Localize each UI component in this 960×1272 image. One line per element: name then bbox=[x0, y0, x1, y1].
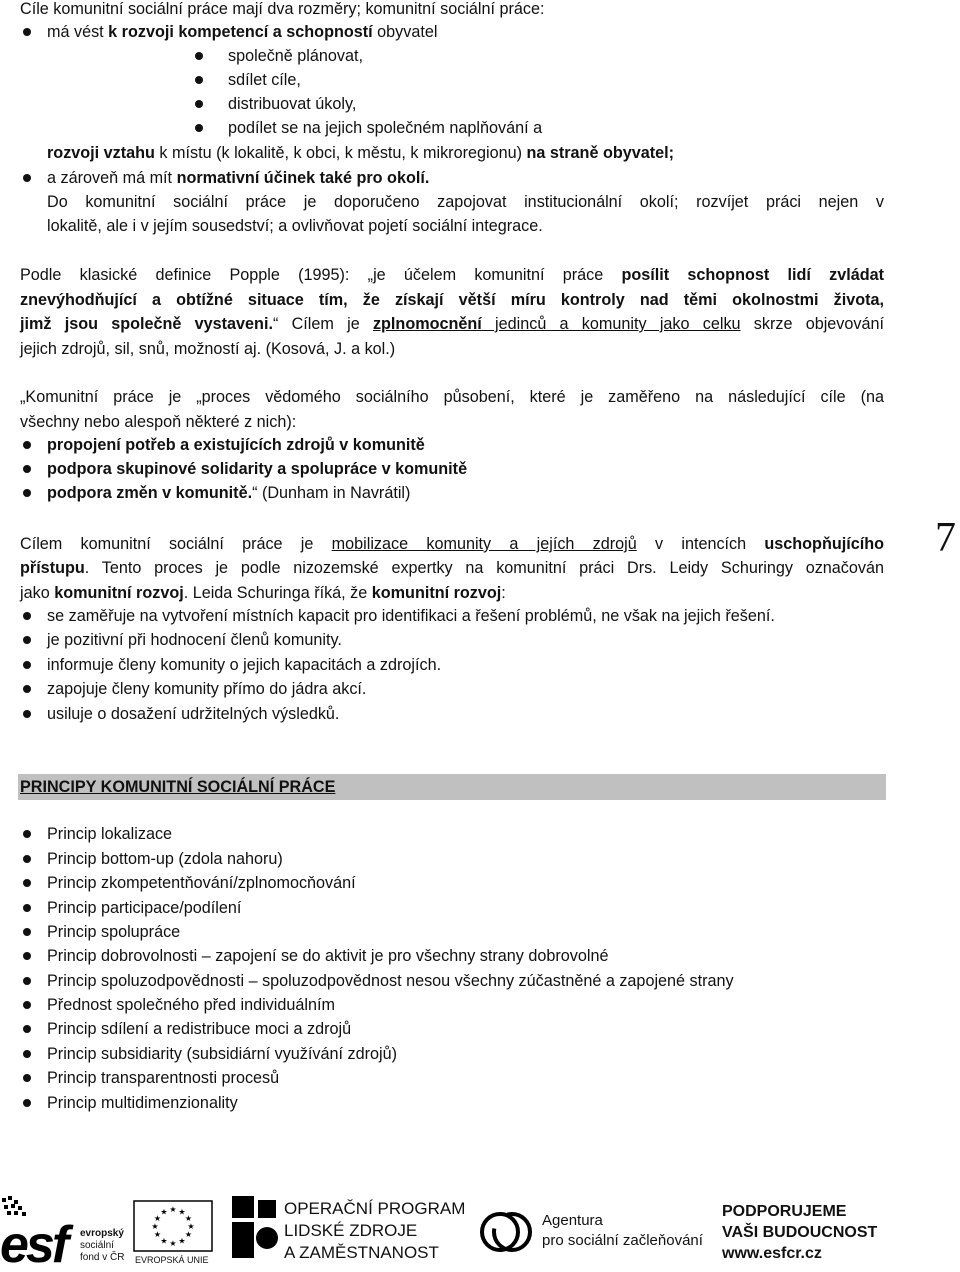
schuringa-item: je pozitivní při hodnocení členů komunity. bbox=[47, 631, 342, 649]
intro-item-2-bold-end: na straně obyvatel; bbox=[526, 144, 675, 162]
bullet bbox=[195, 52, 203, 60]
schuringa-item: usiluje o dosažení udržitelných výsledků. bbox=[47, 705, 340, 723]
intro-title: Cíle komunitní sociální práce mají dva rozměry; komunitní sociální práce: bbox=[20, 0, 545, 18]
intro-item-3 bbox=[47, 168, 429, 188]
bullet bbox=[23, 830, 31, 838]
agency-text-1: Agentura bbox=[542, 1212, 603, 1229]
esf-text-2: sociální bbox=[80, 1240, 114, 1251]
agency-text-2: pro sociální začleňování bbox=[542, 1232, 703, 1249]
popple-line-2-bold: znevýhodňující a obtížné situace tím, že získají větší míru kontroly nad těmi okolnostmi života, bbox=[20, 291, 884, 309]
principle-item: Princip participace/podílení bbox=[47, 899, 242, 917]
schuringa-line-2-post: . Tento proces je podle nizozemské expertky na komunitní práci Drs. Leidy Schuringy označován bbox=[84, 559, 884, 577]
popple-line-4: jejich zdrojů, sil, snů, možností aj. (Kosová, J. a kol.) bbox=[20, 340, 396, 358]
dunham-item-text: podpora skupinové solidarity a spolupráce v komunitě bbox=[47, 460, 468, 478]
support-block bbox=[722, 1202, 922, 1264]
popple-line-3-underlined: jedinců a komunity jako celku bbox=[481, 315, 741, 333]
agency-logo bbox=[478, 1204, 703, 1264]
svg-text:★: ★ bbox=[153, 1214, 162, 1223]
op-text-1: OPERAČNÍ PROGRAM bbox=[284, 1199, 466, 1218]
schuringa-item: zapojuje členy komunity přímo do jádra akcí. bbox=[47, 680, 367, 698]
bullet bbox=[23, 612, 31, 620]
schuringa-line-3-bold: komunitní rozvoj bbox=[54, 584, 184, 602]
op-logo-graphic bbox=[232, 1196, 280, 1262]
bullet bbox=[23, 465, 31, 473]
intro-item-2-bold: rozvoji vztahu bbox=[47, 144, 155, 162]
dunham-item bbox=[47, 435, 425, 455]
bullet bbox=[23, 636, 31, 644]
svg-text:esf: esf bbox=[0, 1216, 67, 1267]
schuringa-line-1-pre: Cílem komunitní sociální práce je bbox=[20, 535, 332, 553]
op-text-2: LIDSKÉ ZDROJE bbox=[284, 1221, 418, 1240]
popple-line-3-bold: jimž jsou společně vystaveni. bbox=[20, 315, 273, 333]
bullet bbox=[23, 1050, 31, 1058]
popple-line-1-pre: Podle klasické definice Popple (1995): „je účelem komunitní práce bbox=[20, 266, 622, 284]
intro-item-1-bold: k rozvoji kompetencí a schopností bbox=[108, 23, 373, 41]
intro-subitem: společně plánovat, bbox=[228, 47, 363, 65]
intro-item-3-pre: a zároveň má mít bbox=[47, 169, 177, 187]
popple-line-1-bold: posílit schopnost lidí zvládat bbox=[621, 266, 884, 284]
svg-text:★: ★ bbox=[153, 1230, 162, 1239]
intro-subitem: sdílet cíle, bbox=[228, 71, 301, 89]
dunham-item bbox=[47, 483, 410, 503]
eu-stars-flag bbox=[133, 1200, 213, 1252]
bullet bbox=[195, 76, 203, 84]
support-text-2: VAŠI BUDOUCNOST bbox=[722, 1224, 878, 1241]
svg-text:★: ★ bbox=[187, 1222, 195, 1231]
principle-item: Princip subsidiarity (subsidiární využívání zdrojů) bbox=[47, 1045, 397, 1063]
schuringa-line-1-mid: v intencích bbox=[636, 535, 765, 553]
bullet bbox=[23, 904, 31, 912]
page-number: 7 bbox=[935, 515, 956, 561]
esf-text-3: fond v ČR bbox=[80, 1252, 125, 1263]
popple-line-3-post: skrze objevování bbox=[740, 315, 885, 333]
principle-item: Princip dobrovolnosti – zapojení se do aktivit je pro všechny strany dobrovolné bbox=[47, 947, 609, 965]
bullet bbox=[23, 661, 31, 669]
bullet bbox=[23, 441, 31, 449]
eu-logo bbox=[133, 1200, 213, 1266]
intro-item-2-mid: k místu (k lokalitě, k obci, k městu, k mikroregionu) bbox=[154, 144, 527, 162]
principle-item: Princip multidimenzionality bbox=[47, 1094, 238, 1112]
svg-text:★: ★ bbox=[184, 1214, 193, 1223]
schuringa-item: se zaměřuje na vytvoření místních kapacit pro identifikaci a řešení problémů, ne však na jejich řešení. bbox=[47, 607, 775, 625]
principle-item: Princip spolupráce bbox=[47, 923, 181, 941]
schuringa-line-1 bbox=[20, 532, 884, 557]
bullet bbox=[23, 1001, 31, 1009]
intro-item-2 bbox=[47, 143, 674, 163]
svg-text:★: ★ bbox=[184, 1230, 193, 1239]
schuringa-line-2 bbox=[20, 556, 884, 581]
schuringa-item: informuje členy komunity o jejich kapacitách a zdrojích. bbox=[47, 656, 442, 674]
svg-text:★: ★ bbox=[169, 1205, 177, 1214]
svg-text:★: ★ bbox=[178, 1236, 186, 1246]
intro-paragraph-line-2: lokalitě, ale i v jejím sousedství; a ovlivňovat pojetí sociální integrace. bbox=[47, 217, 543, 235]
bullet bbox=[23, 928, 31, 936]
esf-logo bbox=[0, 1196, 130, 1267]
principles-heading bbox=[18, 774, 886, 800]
schuringa-line-3-bold-2: komunitní rozvoj bbox=[371, 584, 502, 602]
bullet bbox=[195, 100, 203, 108]
popple-line-1 bbox=[20, 263, 884, 288]
svg-text:★: ★ bbox=[178, 1207, 186, 1217]
schuringa-line-3-pre: jako bbox=[20, 584, 55, 602]
schuringa-line-3-post: : bbox=[501, 584, 506, 602]
bullet bbox=[23, 1074, 31, 1082]
agency-logo-graphic bbox=[478, 1204, 534, 1260]
svg-text:★: ★ bbox=[160, 1236, 168, 1246]
support-url: www.esfcr.cz bbox=[722, 1245, 822, 1262]
principle-item: Princip transparentnosti procesů bbox=[47, 1069, 280, 1087]
bullet bbox=[23, 174, 31, 182]
dunham-item-text: propojení potřeb a existujících zdrojů v komunitě bbox=[47, 436, 425, 454]
intro-item-1 bbox=[47, 22, 437, 42]
principle-item: Princip zkompetentňování/zplnomocňování bbox=[47, 874, 356, 892]
svg-text:★: ★ bbox=[151, 1222, 159, 1231]
intro-subitem: distribuovat úkoly, bbox=[228, 95, 357, 113]
bullet bbox=[23, 710, 31, 718]
esf-text-1: evropský bbox=[80, 1228, 124, 1239]
bullet bbox=[23, 977, 31, 985]
popple-line-3 bbox=[20, 312, 884, 337]
dunham-line-2: všechny nebo alespoň některé z nich): bbox=[20, 413, 297, 431]
bullet bbox=[23, 489, 31, 497]
principle-item: Princip spoluzodpovědnosti – spoluzodpovědnost nesou všechny zúčastněné a zapojené strany bbox=[47, 972, 734, 990]
intro-item-1-post: obyvatel bbox=[372, 23, 438, 41]
op-text-3: A ZAMĚSTNANOST bbox=[284, 1243, 439, 1262]
bullet bbox=[23, 1099, 31, 1107]
intro-item-1-pre: má vést bbox=[47, 23, 109, 41]
footer-logos bbox=[0, 1190, 960, 1267]
svg-text:★: ★ bbox=[169, 1239, 177, 1248]
dunham-line-1: „Komunitní práce je „proces vědomého sociálního působení, které je zaměřeno na následující cíle (na bbox=[20, 388, 884, 406]
intro-subitem: podílet se na jejich společném naplňování a bbox=[228, 119, 543, 137]
principle-item: Princip bottom-up (zdola nahoru) bbox=[47, 850, 283, 868]
popple-line-2 bbox=[20, 288, 884, 313]
bullet bbox=[23, 879, 31, 887]
principles-heading-text: PRINCIPY KOMUNITNÍ SOCIÁLNÍ PRÁCE bbox=[20, 778, 336, 796]
bullet bbox=[23, 685, 31, 693]
bullet bbox=[23, 855, 31, 863]
schuringa-line-2-bold: přístupu bbox=[20, 559, 85, 577]
principle-item: Princip sdílení a redistribuce moci a zdrojů bbox=[47, 1020, 352, 1038]
dunham-item-text: podpora změn v komunitě. bbox=[47, 484, 253, 502]
bullet bbox=[23, 1025, 31, 1033]
schuringa-line-1-bold: uschopňujícího bbox=[764, 535, 884, 553]
intro-item-3-bold: normativní účinek také pro okolí. bbox=[176, 169, 430, 187]
popple-line-3-mid: “ Cílem je bbox=[272, 315, 373, 333]
bullet bbox=[23, 952, 31, 960]
op-logo bbox=[232, 1196, 466, 1266]
svg-text:★: ★ bbox=[160, 1207, 168, 1217]
intro-paragraph-line-1: Do komunitní sociální práce je doporučeno zapojovat institucionální okolí; rozvíjet práci nejen v bbox=[47, 193, 884, 211]
support-text-1: PODPORUJEME bbox=[722, 1203, 847, 1220]
bullet bbox=[23, 28, 31, 36]
dunham-item bbox=[47, 459, 467, 479]
eu-label: EVROPSKÁ UNIE bbox=[135, 1255, 209, 1265]
principle-item: Princip lokalizace bbox=[47, 825, 173, 843]
schuringa-line-1-underlined: mobilizace komunity a jejích zdrojů bbox=[331, 535, 637, 553]
popple-line-3-underlined-bold: zplnomocnění bbox=[372, 315, 482, 333]
principle-item: Přednost společného před individuálním bbox=[47, 996, 335, 1014]
bullet bbox=[195, 124, 203, 132]
schuringa-line-3-mid: . Leida Schuringa říká, že bbox=[183, 584, 372, 602]
dunham-citation: “ (Dunham in Navrátil) bbox=[252, 484, 411, 502]
schuringa-line-3 bbox=[20, 581, 884, 606]
